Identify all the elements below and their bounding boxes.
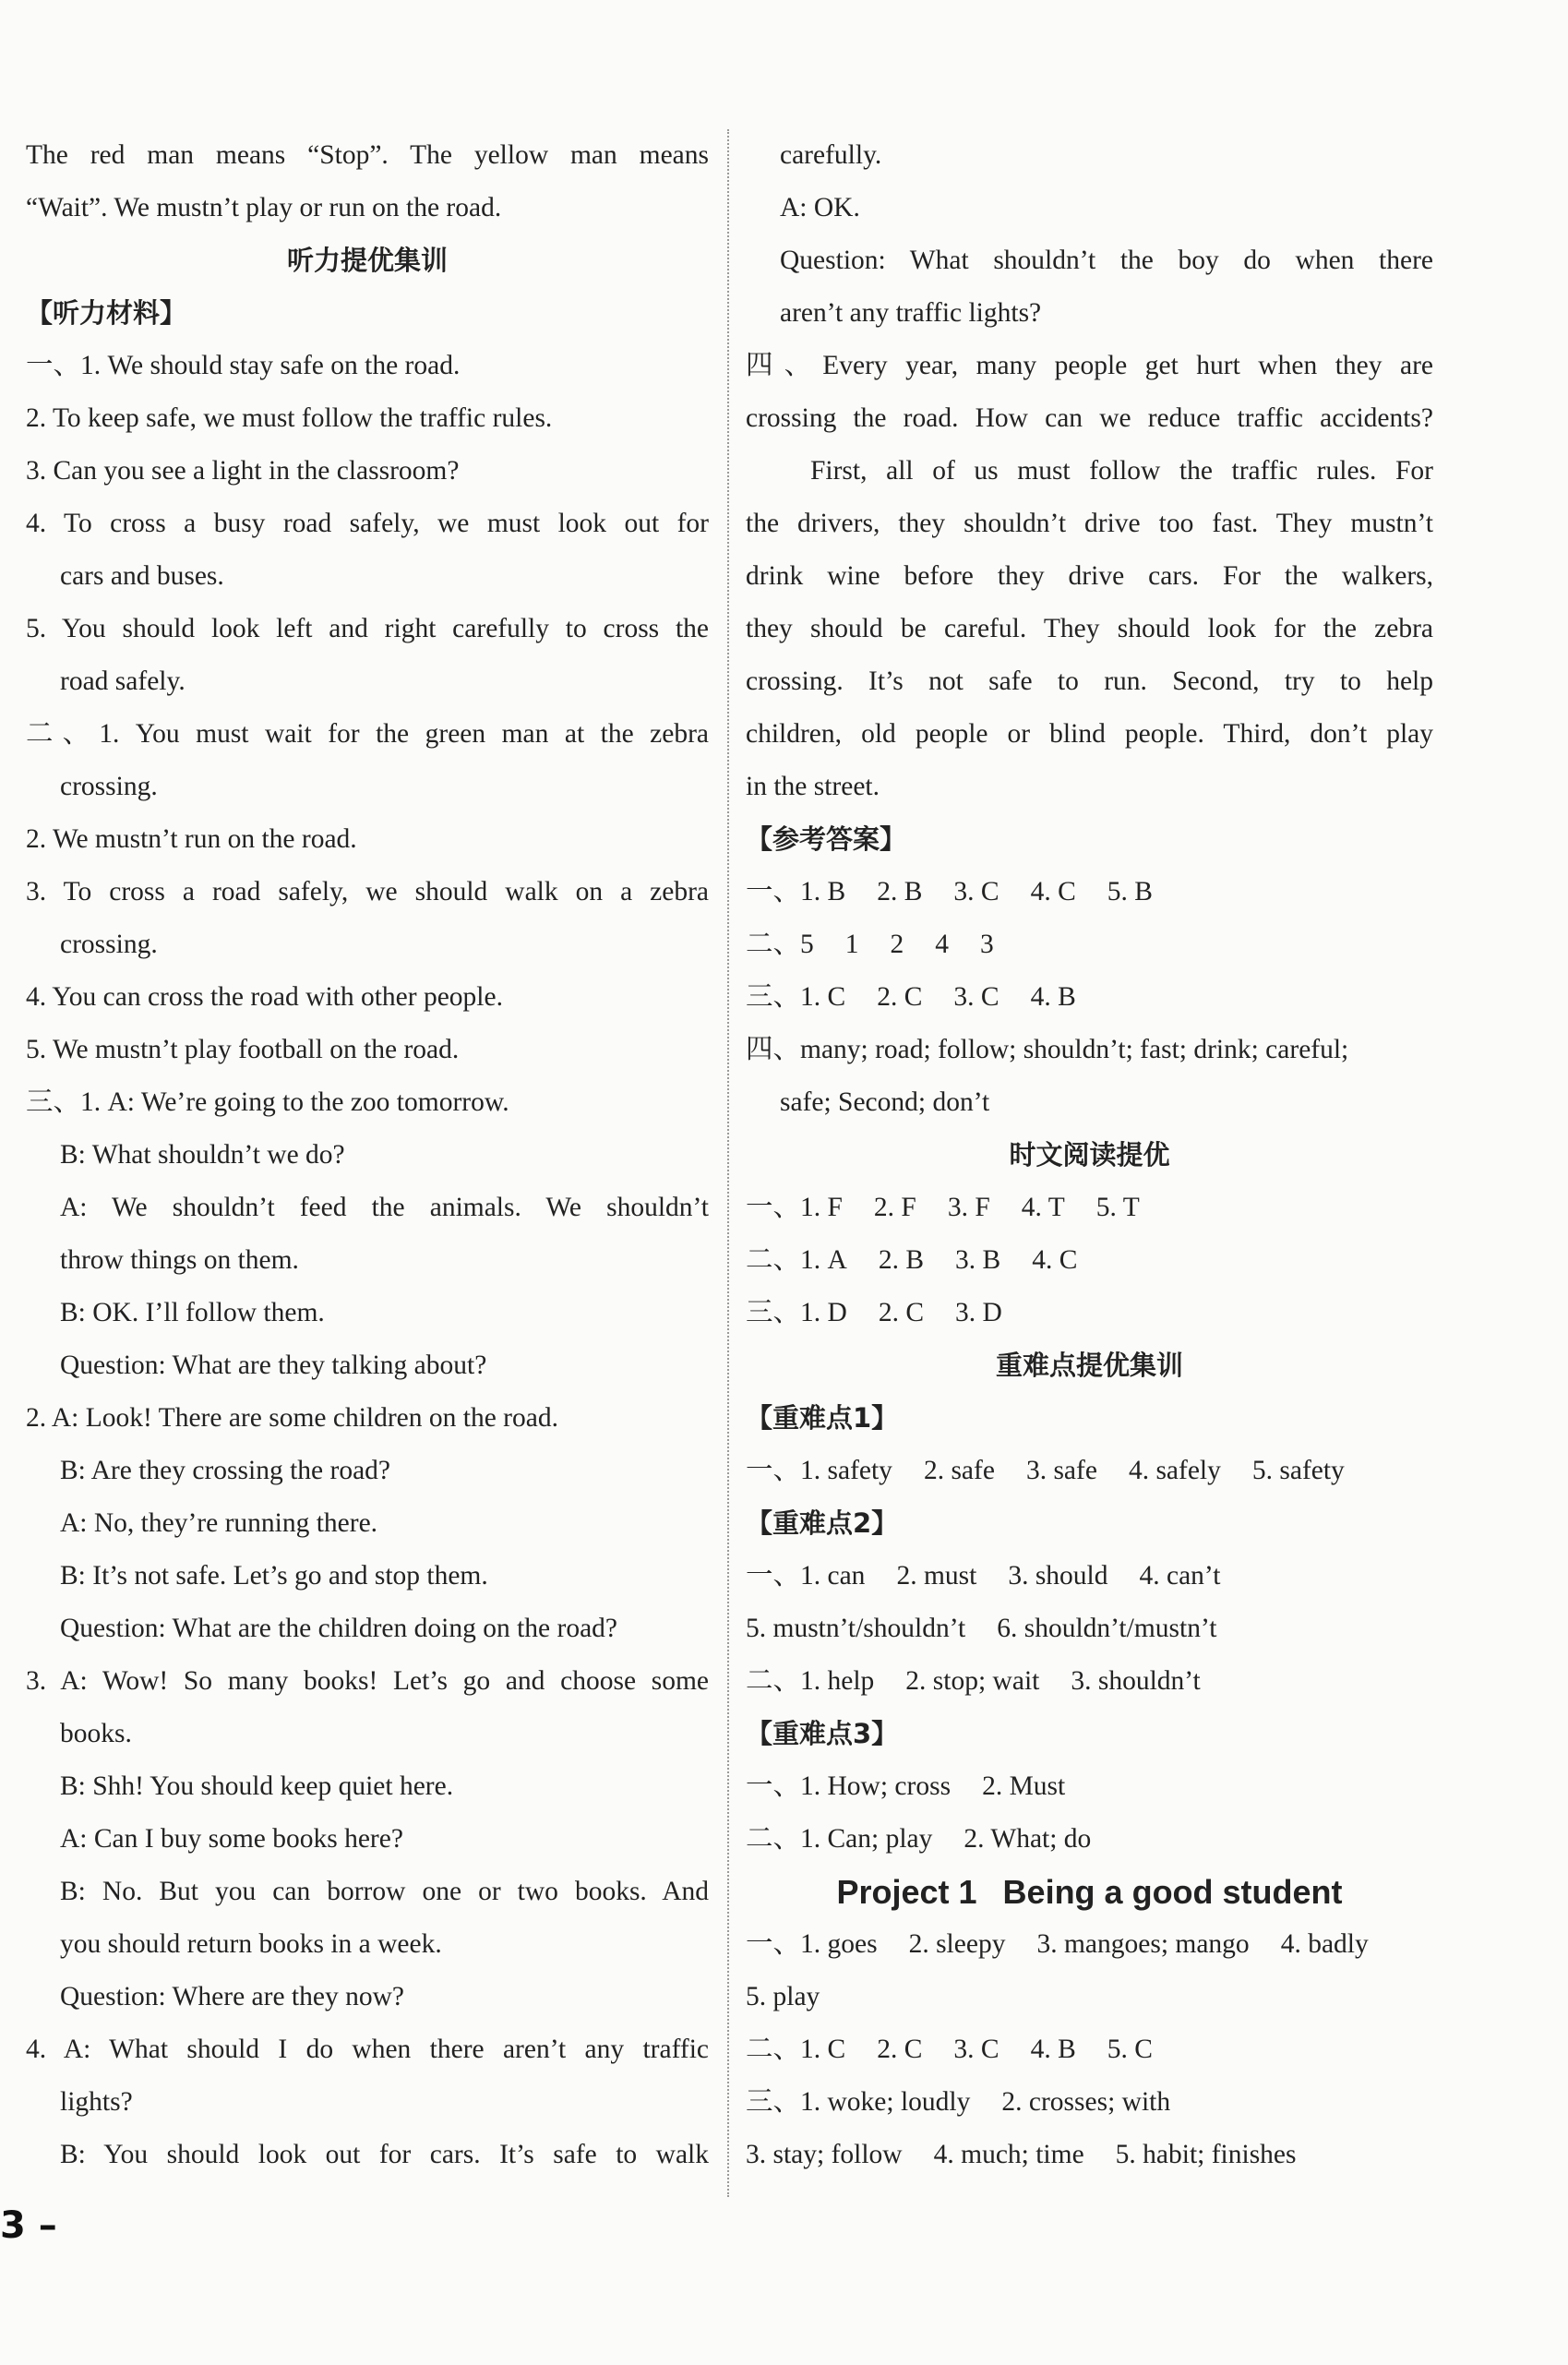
text-line: B: What shouldn’t we do? [60,1140,345,1170]
text-line: B: You should look out for cars. It’s safe to walk [60,2140,709,2169]
answer-row [746,866,1433,918]
text-line: 二、1. You must wait for the green man at the zebra [26,719,709,749]
answer-row [746,971,1433,1024]
text-line: carefully. [780,140,882,170]
text-line: 一、1. We should stay safe on the road. [26,351,461,380]
project-label: Project 1 [836,1873,977,1911]
answer-item: 二、1. C [746,2035,846,2064]
text-line: B: Are they crossing the road? [60,1456,391,1485]
text-line: 四、Every year, many people get hurt when they are [746,351,1433,380]
answer-item: 4. B [1030,2035,1076,2064]
answer-item: 2. B [878,1245,924,1275]
answer-item: 3. D [955,1298,1002,1327]
key3-tag: 【重难点3】 [746,1718,899,1749]
answer-item: 5. mustn’t/shouldn’t [746,1614,966,1643]
text-line: 3. A: Wow! So many books! Let’s go and choose some [26,1666,709,1696]
text-line: 4. You can cross the road with other people. [26,982,503,1012]
answer-row [746,2076,1433,2129]
text-line: you should return books in a week. [60,1929,442,1959]
answer-row [746,1287,1433,1339]
answer-item: 二、1. Can; play [746,1824,933,1854]
answer-item: 2. stop; wait [905,1666,1040,1696]
answer-item: 4. safely [1128,1456,1221,1485]
answer-item: 3. C [953,2035,999,2064]
material-tag: 【听力材料】 [26,297,187,329]
answer-row [746,1603,1433,1655]
text-line: 3. Can you see a light in the classroom? [26,456,460,486]
answer-row [746,1918,1433,1971]
answer-item: 2. crosses; with [1001,2087,1171,2117]
answer-item: 5. C [1107,2035,1153,2064]
answer-row [746,1182,1433,1234]
answer-item: 三、1. C [746,982,846,1012]
text-line: 2. A: Look! There are some children on the road. [26,1403,558,1433]
text-line: First, all of us must follow the traffic rules. For [810,456,1433,486]
answer-item: 一、1. goes [746,1929,878,1959]
text-line: 4. To cross a busy road safely, we must look out for [26,509,709,538]
answer-item: 3. C [953,877,999,906]
text-line: B: Shh! You should keep quiet here. [60,1771,454,1801]
answer-item: 3. shouldn’t [1071,1666,1201,1696]
answer-item: 三、1. woke; loudly [746,2087,971,2117]
text-line: they should be careful. They should look for the zebra [746,614,1433,643]
answer-item: 5. T [1095,1193,1140,1222]
answer-item: 4. much; time [933,2140,1084,2169]
answer-item: 一、1. How; cross [746,1771,952,1801]
answer-item: 6. shouldn’t/mustn’t [997,1614,1217,1643]
answer-item: 4. can’t [1139,1561,1221,1591]
answer-item: 一、1. can [746,1561,866,1591]
answer-item: 二、1. A [746,1245,847,1275]
answer-item: 2. sleepy [908,1929,1006,1959]
text-line: 2. We mustn’t run on the road. [26,824,357,854]
answer-item: 4. badly [1280,1929,1369,1959]
answer-row: 5. play [746,1982,820,2011]
key1-tag: 【重难点1】 [746,1402,899,1434]
answer-item: 5. B [1107,877,1153,906]
text-line: Question: What are they talking about? [60,1351,487,1380]
reading-title: 时文阅读提优 [1009,1139,1170,1170]
answer-row [746,2023,1433,2076]
answer-item: 2. C [878,1298,924,1327]
answer-item: 2. safe [923,1456,995,1485]
answer-item: 一、1. safety [746,1456,892,1485]
answer-row [746,1655,1433,1708]
text-line: 3. To cross a road safely, we should walk on a zebra [26,877,709,906]
answer-item: 1 [844,930,859,959]
answer-item: 一、1. B [746,877,846,906]
column-divider [727,129,729,2197]
text-line: in the street. [746,772,880,801]
answer-item: 5. habit; finishes [1115,2140,1297,2169]
key2-tag: 【重难点2】 [746,1507,899,1539]
answer-item: 二、5 [746,930,814,959]
right-column [746,129,1433,2181]
answer-row [746,918,1433,971]
answer-item: 3. F [947,1193,990,1222]
text-line: A: Can I buy some books here? [60,1824,403,1854]
answer-row [746,1234,1433,1287]
text-line: B: OK. I’ll follow them. [60,1298,325,1327]
text-line: books. [60,1719,132,1748]
answer-item: 4. T [1021,1193,1065,1222]
answer-item: 3. mangoes; mango [1036,1929,1250,1959]
text-line: Question: Where are they now? [60,1982,404,2011]
text-line: children, old people or blind people. Third, don’t play [746,719,1433,749]
text-line: crossing the road. How can we reduce traffic accidents? [746,403,1433,433]
text-line: B: It’s not safe. Let’s go and stop them. [60,1561,488,1591]
project-title [746,1866,1433,1918]
answer-row [746,1550,1433,1603]
answer-item: 2. Must [982,1771,1066,1801]
text-line: 4. A: What should I do when there aren’t any traffic [26,2035,709,2064]
key-points-title: 重难点提优集训 [995,1350,1183,1381]
answer-item: 一、1. F [746,1193,843,1222]
text-line: A: OK. [780,193,860,222]
answer-item: 5. safety [1251,1456,1345,1485]
answer-item: 2 [890,930,904,959]
left-column [26,129,709,2181]
text-line: cars and buses. [60,561,224,591]
answer-row: safe; Second; don’t [780,1087,990,1117]
answer-tag: 【参考答案】 [746,823,907,855]
text-line: 三、1. A: We’re going to the zoo tomorrow. [26,1087,509,1117]
answer-item: 4. C [1032,1245,1078,1275]
text-line: lights? [60,2087,133,2117]
answer-row [746,1760,1433,1813]
project-name: Being a good student [1002,1873,1343,1911]
answer-item: 2. F [873,1193,916,1222]
listening-title: 听力提优集训 [286,245,448,276]
answer-row: 四、many; road; follow; shouldn’t; fast; drink; careful; [746,1035,1349,1064]
answer-item: 3. stay; follow [746,2140,903,2169]
answer-item: 3 [980,930,994,959]
answer-row [746,1813,1433,1866]
text-line: B: No. But you can borrow one or two books. And [60,1877,709,1906]
answer-item: 2. C [877,982,923,1012]
text-line: 5. We mustn’t play football on the road. [26,1035,460,1064]
text-line: 5. You should look left and right carefully to cross the [26,614,709,643]
text-line: crossing. It’s not safe to run. Second, try to help [746,666,1433,696]
answer-item: 3. safe [1025,1456,1097,1485]
text-line: road safely. [60,666,186,696]
answer-item: 2. B [877,877,923,906]
answer-item: 4 [935,930,950,959]
text-line: 2. To keep safe, we must follow the traffic rules. [26,403,553,433]
text-line: Question: What shouldn’t the boy do when there [780,246,1433,275]
answer-item: 3. should [1008,1561,1108,1591]
text-line: aren’t any traffic lights? [780,298,1042,328]
answer-item: 3. B [955,1245,1001,1275]
text-line: A: No, they’re running there. [60,1508,378,1538]
answer-item: 2. must [896,1561,977,1591]
text-line: throw things on them. [60,1245,299,1275]
answer-item: 2. What; do [964,1824,1092,1854]
page-number: 3 – [0,2204,57,2247]
text-line: Question: What are the children doing on the road? [60,1614,618,1643]
answer-item: 2. C [877,2035,923,2064]
text-line: A: We shouldn’t feed the animals. We shouldn’t [60,1193,709,1222]
text-line: the drivers, they shouldn’t drive too fast. They mustn’t [746,509,1433,538]
answer-item: 3. C [953,982,999,1012]
answer-item: 二、1. help [746,1666,875,1696]
answer-item: 三、1. D [746,1298,847,1327]
intro-line: “Wait”. We mustn’t play or run on the road. [26,193,502,222]
answer-item: 4. C [1030,877,1076,906]
answer-row [746,1445,1433,1497]
answer-row [746,2129,1433,2181]
intro-line: The red man means “Stop”. The yellow man means [26,140,709,170]
text-line: crossing. [60,930,158,959]
text-line: drink wine before they drive cars. For the walkers, [746,561,1433,591]
answer-item: 4. B [1030,982,1076,1012]
text-line: crossing. [60,772,158,801]
